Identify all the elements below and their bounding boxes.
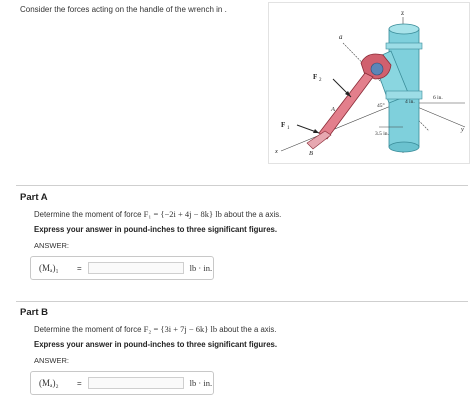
part-a-answer-box (30, 256, 214, 280)
divider-part-b (16, 301, 468, 302)
part-a-question: Determine the moment of force F₁ = {−2i + 4j − 8k} lb about the a axis. (34, 209, 282, 219)
label-b: B (309, 150, 313, 157)
part-a-eq: = (77, 263, 82, 273)
wrench-nut (371, 63, 383, 75)
label-dim-35: 3.5 in. (375, 131, 389, 137)
label-y: y (461, 126, 464, 133)
divider-part-a (16, 185, 468, 186)
part-a-instruction: Express your answer in pound-inches to three significant figures. (34, 225, 278, 234)
label-dim-4: 4 in. (405, 99, 415, 105)
part-b-question: Determine the moment of force F₂ = {3i + 7j − 6k} lb about the a axis. (34, 324, 277, 334)
part-b-instruction: Express your answer in pound-inches to three significant figures. (34, 340, 278, 349)
part-b-unit: lb · in. (189, 378, 213, 388)
intro-text: Consider the forces acting on the handle of the wrench in . (20, 5, 227, 14)
label-f1: F (281, 121, 286, 129)
part-a-force: F₁ = {−2i + 4j − 8k} lb (143, 209, 222, 219)
wrench-diagram (269, 3, 469, 163)
part-b-eq: = (77, 378, 82, 388)
part-a-answer-label: ANSWER: (34, 241, 70, 250)
wrench-handle (319, 73, 373, 139)
part-a-title: Part A (20, 192, 48, 203)
label-a-mid: A (331, 106, 335, 113)
pipe-bottom (389, 142, 419, 152)
label-z: z (401, 9, 405, 17)
label-x: x (275, 148, 278, 155)
label-f2: F (313, 73, 318, 81)
label-f2-sub: 2 (319, 78, 322, 83)
part-b-answer-input[interactable] (88, 377, 184, 389)
part-a-var: (Mₐ)₁ (39, 263, 59, 273)
label-a-top: a (339, 33, 343, 41)
part-b-title: Part B (20, 307, 48, 318)
wrench-figure (268, 2, 470, 164)
label-dim-6: 6 in. (433, 95, 443, 101)
label-angle: 45° (377, 103, 385, 109)
part-b-answer-label: ANSWER: (34, 356, 70, 365)
part-a-answer-input[interactable] (88, 262, 184, 274)
pipe-top (389, 24, 419, 34)
part-b-var: (Mₐ)₂ (39, 378, 59, 388)
label-f1-sub: 1 (287, 126, 290, 131)
part-b-answer-box (30, 371, 214, 395)
part-a-unit: lb · in. (189, 263, 213, 273)
part-b-force: F₂ = {3i + 7j − 6k} lb (143, 324, 218, 334)
